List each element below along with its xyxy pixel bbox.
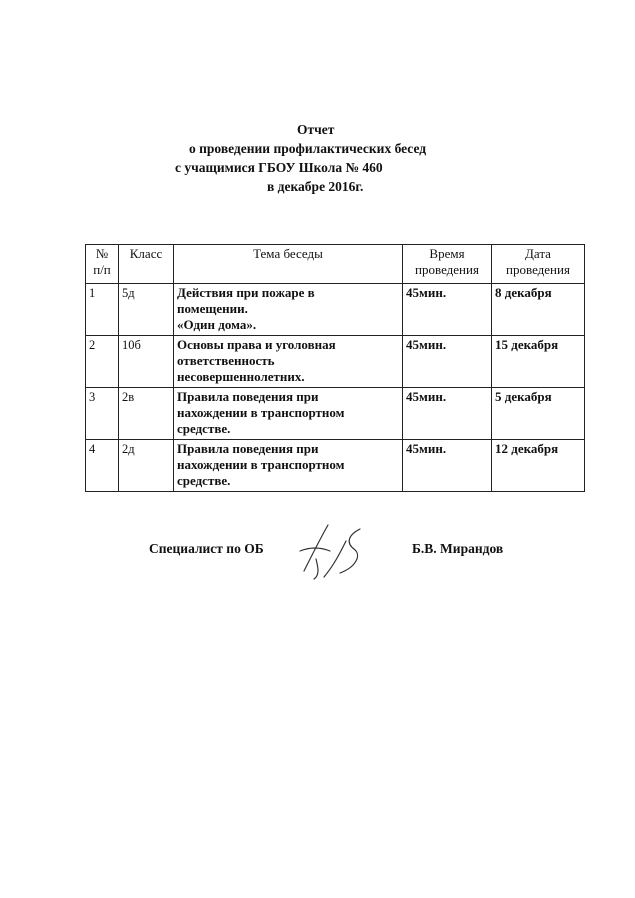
title-line-1: Отчет [297, 122, 335, 137]
row-time: 45мин. [403, 336, 492, 388]
row-topic: Действия при пожаре в помещении. «Один дома». [174, 284, 403, 336]
row-class: 2д [119, 440, 174, 492]
table-row [86, 388, 585, 440]
table-row [86, 284, 585, 336]
report-table [85, 244, 585, 492]
column-header-time: Время проведения [403, 245, 492, 284]
column-header-date: Дата проведения [492, 245, 585, 284]
row-topic: Правила поведения при нахождении в транспортном средстве. [174, 440, 403, 492]
row-time: 45мин. [403, 440, 492, 492]
title-line-3: с учащимися ГБОУ Школа № 460 [175, 160, 383, 175]
row-time: 45мин. [403, 388, 492, 440]
column-header-class: Класс [119, 245, 174, 284]
handwritten-signature [290, 521, 370, 585]
row-class: 5д [119, 284, 174, 336]
row-number: 1 [86, 284, 119, 336]
row-date: 12 декабря [492, 440, 585, 492]
signer-name: Б.В. Мирандов [412, 541, 504, 556]
row-topic: Правила поведения при нахождении в транспортном средстве. [174, 388, 403, 440]
title-line-4: в декабре 2016г. [267, 179, 364, 194]
table-row [86, 440, 585, 492]
row-topic: Основы права и уголовная ответственность несовершеннолетних. [174, 336, 403, 388]
row-number: 2 [86, 336, 119, 388]
column-header-number: № п/п [86, 245, 119, 284]
row-class: 2в [119, 388, 174, 440]
row-date: 15 декабря [492, 336, 585, 388]
row-time: 45мин. [403, 284, 492, 336]
title-line-2: о проведении профилактических бесед [189, 141, 427, 156]
row-date: 8 декабря [492, 284, 585, 336]
row-number: 4 [86, 440, 119, 492]
row-date: 5 декабря [492, 388, 585, 440]
row-number: 3 [86, 388, 119, 440]
table-row [86, 336, 585, 388]
row-class: 10б [119, 336, 174, 388]
column-header-topic: Тема беседы [174, 245, 403, 284]
signer-position: Специалист по ОБ [149, 541, 264, 556]
table-header-row [86, 245, 585, 284]
